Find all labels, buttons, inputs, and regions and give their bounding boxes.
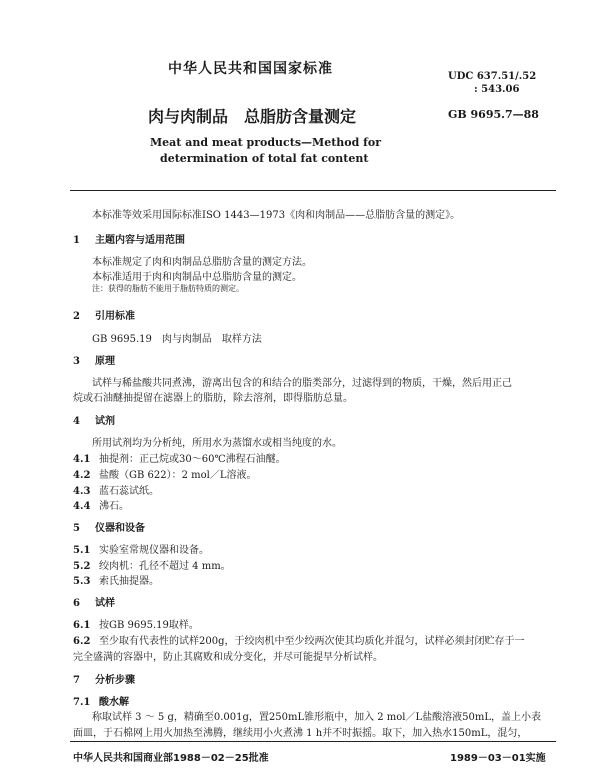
list-item: 6.2 至少取有代表性的试样200g，于绞肉机中至少绞两次使其均质化并混匀，试样必须封闭贮存于一 (73, 636, 525, 647)
list-item: 4.1 抽提剂：正己烷或30～60℃沸程石油醚。 (73, 454, 286, 465)
section-3-heading (73, 352, 115, 367)
section-title: 引用标准 (95, 311, 135, 322)
section-title: 分析步骤 (95, 675, 135, 686)
list-item: 5.1 实验室常规仪器和设备。 (73, 545, 209, 556)
english-title-line2: determination of total fat content (160, 152, 369, 165)
approval-line: 中华人民共和国商业部1988－02－25批准 (73, 753, 269, 764)
subsection-7-1-heading: 7.1 酸水解 (73, 697, 129, 708)
section-title: 试样 (95, 598, 115, 609)
referenced-standard: GB 9695.19 肉与肉制品 取样方法 (92, 334, 262, 345)
footer-divider (70, 741, 556, 742)
list-item: 6.1 按GB 9695.19取样。 (73, 620, 199, 631)
section-5-heading (73, 519, 145, 534)
section-1-heading (73, 231, 185, 246)
section-3-paragraph-line1: 试样与稀盐酸共同煮沸，游离出包含的和结合的脂类部分，过滤得到的物质，干燥，然后用正己 (92, 378, 512, 389)
udc-code-cont: : 543.06 (474, 84, 520, 95)
section-1-note: 注：获得的脂肪不能用于脂肪特质的测定。 (92, 284, 244, 293)
standard-code: GB 9695.7—88 (448, 108, 539, 121)
section-3-paragraph-line2: 烷或石油醚抽提留在滤器上的脂肪，除去溶剂，即得脂肪总量。 (73, 393, 353, 404)
section-number: 6 (73, 598, 80, 609)
section-4-heading (73, 412, 115, 427)
section-4-intro: 所用试剂均为分析纯，所用水为蒸馏水或相当纯度的水。 (92, 438, 342, 449)
section-title: 原理 (95, 356, 115, 367)
list-item-continuation: 完全盛满的容器中，防止其腐败和成分变化，并尽可能提早分析试样。 (73, 652, 383, 663)
section-7-paragraph-line2: 面皿，于石棉网上用火加热至沸腾，继续用小火煮沸 1 h并不时振摇。取下，加入热水150mL，混匀， (73, 728, 528, 739)
intro-paragraph: 本标准等效采用国际标准ISO 1443—1973《肉和肉制品——总脂肪含量的测定》。 (92, 210, 461, 221)
list-item: 4.3 蓝石蕊试纸。 (73, 486, 159, 497)
list-item: 4.4 沸石。 (73, 501, 129, 512)
list-item: 5.3 索氏抽提器。 (73, 576, 159, 587)
section-7-heading (73, 671, 135, 686)
english-title-line1: Meat and meat products—Method for (150, 136, 381, 149)
effective-date: 1989－03－01实施 (450, 753, 546, 764)
section-number: 2 (73, 311, 80, 322)
section-1-paragraph-1: 本标准规定了肉和肉制品总脂肪含量的测定方法。 (92, 257, 312, 268)
issuer-title: 中华人民共和国国家标准 (168, 61, 333, 77)
section-title: 主题内容与适用范围 (95, 235, 185, 246)
section-7-paragraph-line1: 称取试样 3 ～ 5 g，精确至0.001g，置250mL锥形瓶中，加入 2 mol／L盐酸溶液50mL，盖上小表 (92, 712, 541, 723)
section-6-heading (73, 594, 115, 609)
section-2-heading (73, 307, 135, 322)
section-number: 1 (73, 235, 80, 246)
document-title: 肉与肉制品 总脂肪含量测定 (148, 107, 357, 126)
section-number: 7 (73, 675, 80, 686)
udc-code: UDC 637.51/.52 (448, 71, 537, 82)
list-item: 5.2 绞肉机：孔径不超过 4 mm。 (73, 561, 231, 572)
section-title: 试剂 (95, 416, 115, 427)
section-title: 仪器和设备 (95, 523, 145, 534)
section-1-paragraph-2: 本标准适用于肉和肉制品中总脂肪含量的测定。 (92, 272, 302, 283)
list-item: 4.2 盐酸（GB 622）：2 mol／L溶液。 (73, 470, 257, 481)
section-number: 3 (73, 356, 80, 367)
section-number: 5 (73, 523, 80, 534)
header-divider (70, 190, 556, 191)
section-number: 4 (73, 416, 80, 427)
